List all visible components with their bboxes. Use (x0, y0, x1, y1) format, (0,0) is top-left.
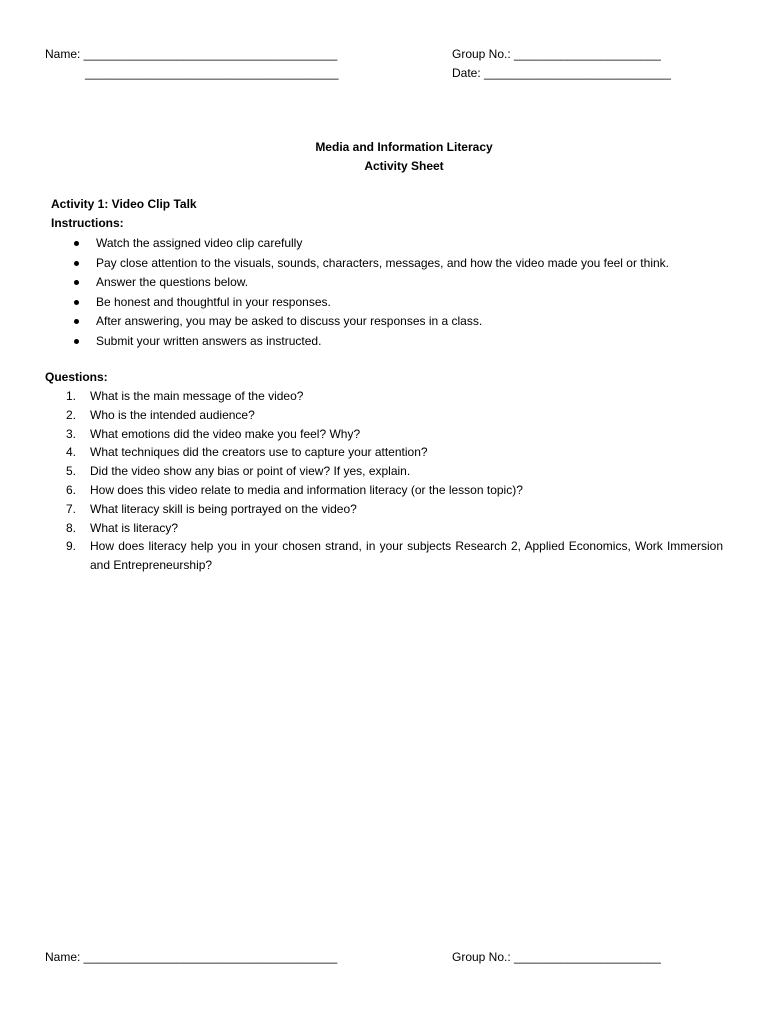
question-item (66, 500, 723, 519)
footer-name-field-label: Name: ______________________________________ (45, 950, 338, 964)
document-subtitle: Activity Sheet (364, 159, 444, 173)
footer-group-number-field-label: Group No.: ______________________ (452, 950, 661, 964)
question-number: 6. (66, 482, 77, 497)
document-title: Media and Information Literacy (315, 140, 493, 154)
instruction-item (72, 273, 669, 293)
instruction-text: Submit your written answers as instructed. (96, 333, 322, 348)
instruction-item (72, 293, 669, 313)
instruction-text: Pay close attention to the visuals, sounds, characters, messages, and how the video made you feel or think. (96, 255, 669, 270)
bullet-icon (74, 319, 79, 324)
question-number: 1. (66, 389, 77, 403)
bullet-icon (74, 300, 79, 305)
name-field-label: Name: ______________________________________ (45, 47, 338, 61)
question-text: How does this video relate to media and information literacy (or the lesson topic)? (90, 482, 523, 497)
question-text: Who is the intended audience? (90, 407, 255, 422)
instruction-item (72, 254, 669, 274)
question-number: 2. (66, 407, 77, 422)
bullet-icon (74, 280, 79, 285)
instruction-text: After answering, you may be asked to discuss your responses in a class. (96, 314, 483, 328)
activity-heading: Activity 1: Video Clip Talk (51, 197, 197, 211)
question-number: 4. (66, 445, 77, 460)
question-text: Did the video show any bias or point of view? If yes, explain. (90, 464, 411, 479)
question-item (66, 537, 723, 575)
question-number: 7. (66, 501, 77, 516)
questions-list (66, 387, 723, 575)
question-text: What emotions did the video make you feel? Why? (90, 426, 361, 441)
question-number: 3. (66, 426, 77, 441)
question-text: What techniques did the creators use to capture your attention? (90, 445, 428, 460)
question-item (66, 481, 723, 500)
instruction-text: Answer the questions below. (96, 275, 249, 289)
name-field-line-2: ______________________________________ (85, 66, 339, 80)
question-item (66, 443, 723, 462)
instruction-item (72, 312, 669, 332)
question-item (66, 387, 723, 406)
instruction-item (72, 234, 669, 254)
question-number: 8. (66, 520, 77, 535)
question-text: How does literacy help you in your chosen strand, in your subjects Research 2, Applied Economics, Work Immersion and Entrepreneurship? (90, 539, 723, 573)
question-number: 9. (66, 539, 77, 554)
question-number: 5. (66, 464, 77, 479)
question-item (66, 425, 723, 444)
instruction-item (72, 332, 669, 352)
bullet-icon (74, 241, 79, 246)
instructions-list (72, 234, 669, 351)
instructions-label: Instructions: (51, 216, 124, 230)
question-text: What is the main message of the video? (90, 389, 304, 403)
group-number-field-label: Group No.: ______________________ (452, 47, 661, 61)
question-item (66, 406, 723, 425)
question-text: What is literacy? (90, 520, 179, 535)
question-item (66, 519, 723, 538)
questions-label: Questions: (45, 370, 108, 384)
bullet-icon (74, 339, 79, 344)
instruction-text: Be honest and thoughtful in your responses. (96, 294, 331, 309)
question-item (66, 462, 723, 481)
instruction-text: Watch the assigned video clip carefully (96, 236, 303, 250)
question-text: What literacy skill is being portrayed on the video? (90, 501, 357, 516)
bullet-icon (74, 261, 79, 266)
date-field-label: Date: ____________________________ (452, 66, 671, 80)
